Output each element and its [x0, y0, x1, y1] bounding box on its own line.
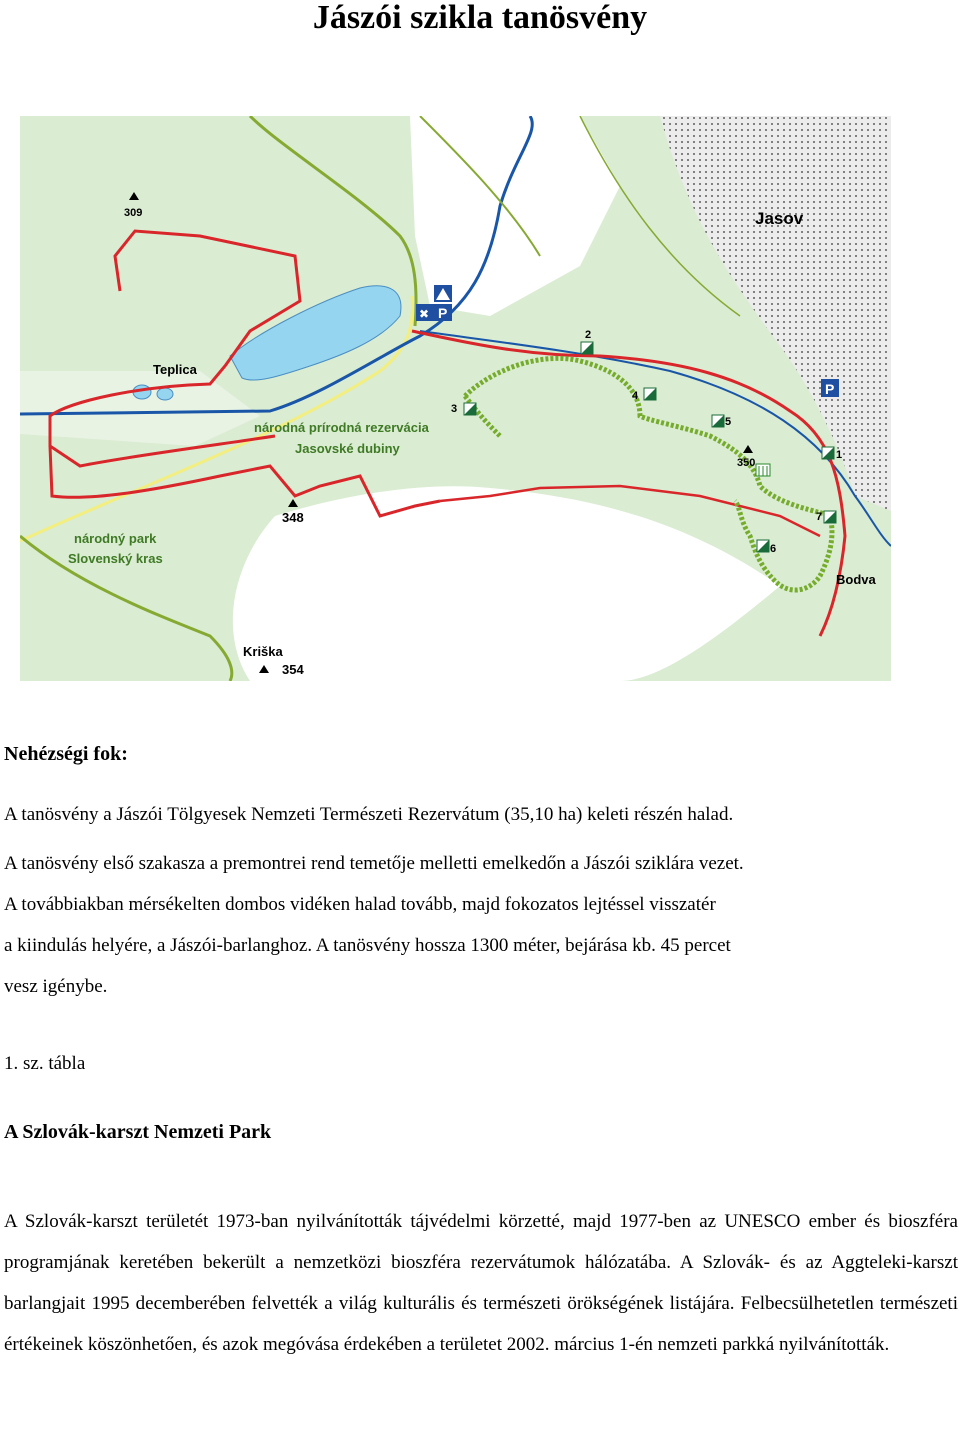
pond: [157, 388, 173, 400]
stop-label: 6: [770, 543, 777, 555]
stop-label: 5: [725, 416, 732, 428]
stop-label: 1: [836, 449, 843, 461]
svg-text:✖: ✖: [419, 307, 430, 321]
peak-label: 348: [282, 510, 304, 525]
stop-label: 7: [816, 511, 823, 523]
intro-line: A tanösvény első szakasza a premontrei rend temetője melletti emelkedőn a Jászói sziklára vezet.: [4, 853, 744, 874]
stop-label: 2: [585, 329, 592, 341]
restaurant-icon: [416, 304, 434, 321]
park-label: Slovenský kras: [68, 551, 163, 566]
stop-label: 3: [451, 403, 458, 415]
intro-paragraph: [4, 794, 958, 1007]
parking-icon: [821, 379, 839, 397]
page-title: Jászói szikla tanösvény: [312, 0, 648, 36]
camp-icon: [434, 285, 452, 302]
park-label: národný park: [74, 531, 157, 546]
intro-line: A tanösvény a Jászói Tölgyesek Nemzeti Természeti Rezervátum (35,10 ha) keleti részén halad.: [4, 804, 734, 825]
peak-label: 309: [124, 207, 143, 219]
difficulty-heading: Nehézségi fok:: [4, 743, 128, 765]
town-label-jasov: Jasov: [755, 209, 804, 228]
town-label-teplica: Teplica: [153, 362, 197, 377]
trail-map: [20, 116, 891, 681]
cemetery-icon: [756, 464, 770, 476]
table-number: 1. sz. tábla: [4, 1053, 86, 1074]
stop-label: 4: [632, 390, 639, 402]
section-title: A Szlovák-karszt Nemzeti Park: [4, 1121, 272, 1143]
town-label-kriska: Kriška: [243, 644, 283, 659]
svg-text:P: P: [438, 305, 448, 321]
body-paragraph: A Szlovák-karszt területét 1973-ban nyilvánították tájvédelmi körzetté, majd 1977-ben az UNESCO ember és bioszféra programjának keretében bekerült a nemzetközi bioszféra rezervátumok hálózatába. A Szlovák- és az Aggteleki-karszt barlangjait 1995 decemberében felvették a világ kulturális és természeti örökségének listájára. Felbecsülhetetlen természeti értékeinek köszönhetően, és azok megóvása érdekében a területet 2002. március 1-én nemzeti parkká nyilvánították.: [4, 1211, 958, 1355]
intro-line: a kiindulás helyére, a Jászói-barlanghoz. A tanösvény hossza 1300 méter, bejárása kb. 45 percet: [4, 935, 731, 956]
peak-label: 350: [737, 457, 756, 469]
reserve-label: národná prírodná rezervácia: [254, 420, 429, 435]
parking-icon: [434, 304, 452, 321]
river-label: Bodva: [836, 572, 876, 587]
intro-line: A továbbiakban mérsékelten dombos vidéken halad tovább, majd fokozatos lejtéssel visszatér: [4, 894, 716, 915]
intro-line: vesz igénybe.: [4, 976, 108, 997]
peak-label: 354: [282, 662, 304, 677]
svg-text:P: P: [825, 381, 835, 397]
reserve-label: Jasovské dubiny: [295, 441, 400, 456]
